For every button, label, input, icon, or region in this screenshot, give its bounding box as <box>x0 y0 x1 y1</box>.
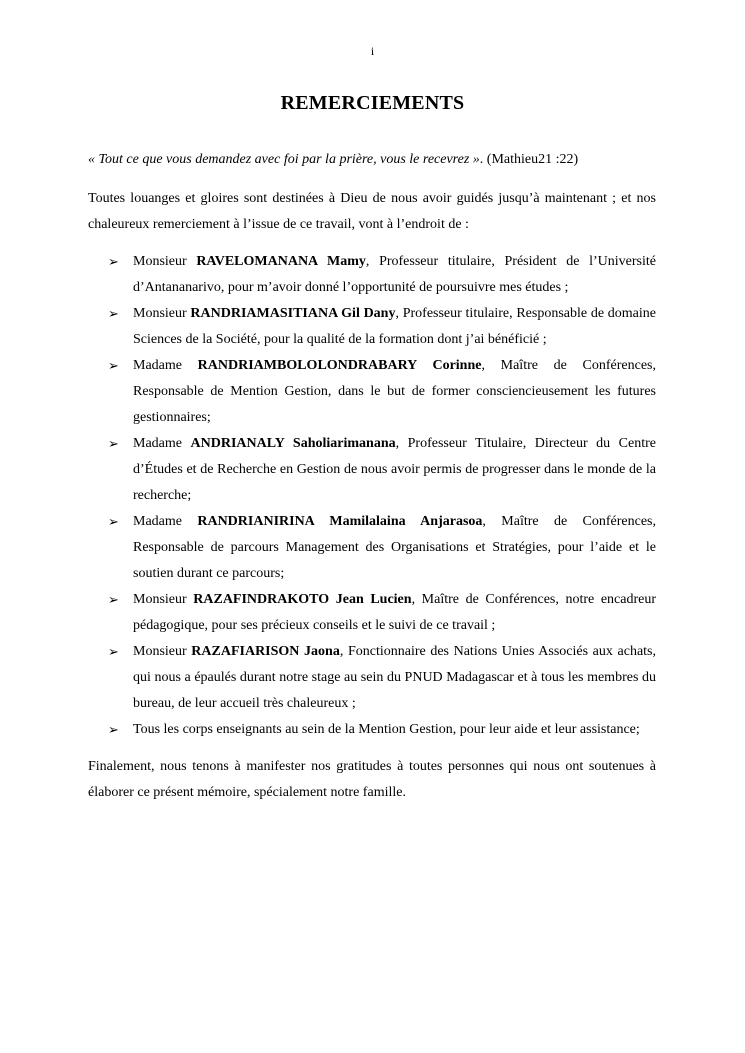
list-item: ➢ Monsieur RAVELOMANANA Mamy, Professeur titulaire, Président de l’Université d’Antananarivo, pour m’avoir donné l’opportunité de poursuivre mes études ; <box>88 249 656 301</box>
list-item: ➢ Madame ANDRIANALY Saholiarimanana, Professeur Titulaire, Directeur du Centre d’Études et de Recherche en Gestion de nous avoir permis de progresser dans le monde de la recherche; <box>88 431 656 509</box>
arrow-bullet-icon: ➢ <box>108 592 119 607</box>
quote-text: « Tout ce que vous demandez avec foi par la prière, vous le recevrez » <box>88 152 480 167</box>
person-name: RAZAFINDRAKOTO Jean Lucien <box>193 592 412 607</box>
closing-paragraph: Finalement, nous tenons à manifester nos gratitudes à toutes personnes qui nous ont soutenues à élaborer ce présent mémoire, spécialement notre famille. <box>88 759 656 800</box>
arrow-bullet-icon: ➢ <box>108 306 119 321</box>
person-name: RAVELOMANANA Mamy <box>196 254 366 269</box>
quote-reference: . (Mathieu21 :22) <box>479 152 579 167</box>
person-name: RANDRIAMBOLOLONDRABARY Corinne <box>197 358 482 373</box>
document-body <box>88 147 656 806</box>
arrow-bullet-icon: ➢ <box>108 436 119 451</box>
list-item: ➢ Madame RANDRIAMBOLOLONDRABARY Corinne, Maître de Conférences, Responsable de Mention Gestion, dans le but de former consciencieusement les futures gestionnaires; <box>88 353 656 431</box>
list-item: ➢ Madame RANDRIANIRINA Mamilalaina Anjarasoa, Maître de Conférences, Responsable de parcours Management des Organisations et Stratégies, pour l’aide et le soutien durant ce parcours; <box>88 509 656 587</box>
arrow-bullet-icon: ➢ <box>108 514 119 529</box>
acknowledgement-list <box>88 249 656 743</box>
arrow-bullet-icon: ➢ <box>108 254 119 269</box>
arrow-bullet-icon: ➢ <box>108 722 119 737</box>
list-item: ➢ Tous les corps enseignants au sein de la Mention Gestion, pour leur aide et leur assistance; <box>88 717 656 743</box>
person-name: RANDRIAMASITIANA Gil Dany <box>190 306 396 321</box>
bible-quote <box>88 147 656 173</box>
list-item: ➢ Monsieur RAZAFIARISON Jaona, Fonctionnaire des Nations Unies Associés aux achats, qui nous a épaulés durant notre stage au sein du PNUD Madagascar et à tous les membres du bureau, de leur accueil très chaleureux ; <box>88 639 656 717</box>
list-item: ➢ Monsieur RANDRIAMASITIANA Gil Dany, Professeur titulaire, Responsable de domaine Sciences de la Société, pour la qualité de la formation dont j’ai bénéficié ; <box>88 301 656 353</box>
page-number: i <box>370 44 375 58</box>
list-item: ➢ Monsieur RAZAFINDRAKOTO Jean Lucien, Maître de Conférences, notre encadreur pédagogique, pour ses précieux conseils et le suivi de ce travail ; <box>88 587 656 639</box>
person-name: ANDRIANALY Saholiarimanana <box>190 436 396 451</box>
arrow-bullet-icon: ➢ <box>108 358 119 373</box>
arrow-bullet-icon: ➢ <box>108 644 119 659</box>
intro-paragraph: Toutes louanges et gloires sont destinées à Dieu de nous avoir guidés jusqu’à maintenant ; et nos chaleureux remerciement à l’issue de ce travail, vont à l’endroit de : <box>88 191 656 232</box>
page-title: REMERCIEMENTS <box>280 92 465 114</box>
person-name: RANDRIANIRINA Mamilalaina Anjarasoa <box>197 514 483 529</box>
person-name: RAZAFIARISON Jaona <box>191 644 340 659</box>
